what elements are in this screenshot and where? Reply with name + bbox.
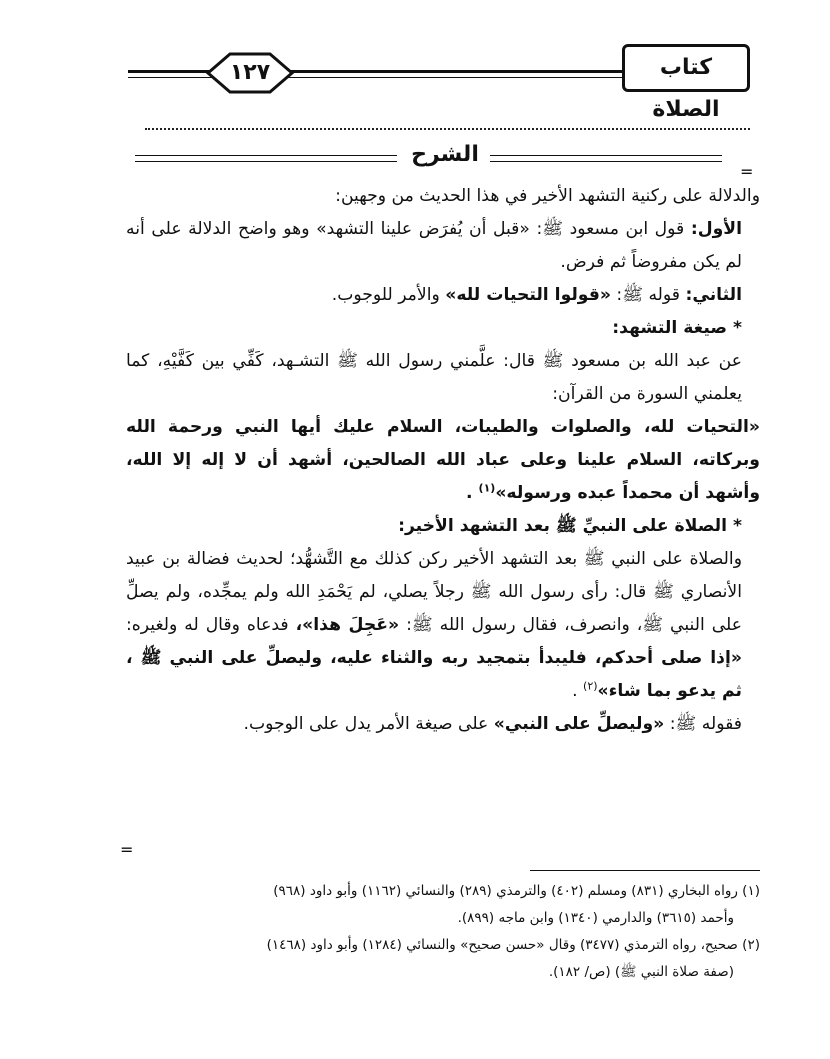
final-paragraph xyxy=(126,708,760,741)
tashahhud-quote: «التحيات لله، والصلوات والطيبات، السلام عليك أيها النبي ورحمة الله وبركاته، السلام علينا وعلى عباد الله الصالحين، أشهد أن لا إله إلا الله، وأشهد أن محمداً عبده ورسوله» xyxy=(126,417,760,503)
book-title: كتاب الصلاة xyxy=(622,44,750,92)
second-point xyxy=(126,279,760,312)
second-post: والأمر للوجوب. xyxy=(331,285,440,305)
dotted-separator xyxy=(145,128,750,130)
footnote-1-line-1: (١) رواه البخاري (٨٣١) ومسلم (٤٠٢) والترمذي (٢٨٩) والنسائي (١١٦٢) وأبو داود (٩٦٨) xyxy=(273,883,760,899)
final-post: على صيغة الأمر يدل على الوجوب. xyxy=(243,714,489,734)
salah-quote-1: «عَجِلَ هذا»، xyxy=(295,615,400,635)
footnote-ref-1: (١) xyxy=(478,481,496,495)
heading-salah: * الصلاة على النبيِّ ﷺ بعد التشهد الأخير: xyxy=(398,516,742,536)
first-point xyxy=(126,213,760,279)
final-pre: فقوله ﷺ: xyxy=(669,714,742,734)
second-pre: قوله ﷺ: xyxy=(616,285,680,305)
commentary-body xyxy=(126,180,760,741)
footnotes xyxy=(126,878,760,986)
header-rule-right xyxy=(282,70,622,73)
second-quote: «قولوا التحيات لله» xyxy=(445,285,611,305)
salah-text-2: فدعاه وقال له ولغيره: xyxy=(126,615,289,635)
footnote-ref-2: (٢) xyxy=(583,679,598,693)
intro-paragraph: والدلالة على ركنية التشهد الأخير في هذا الحديث من وجهين: xyxy=(335,186,760,206)
heading-tashahhud: * صيغة التشهد: xyxy=(612,318,742,338)
footnote-2-line-1: (٢) صحيح، رواه الترمذي (٣٤٧٧) وقال «حسن صحيح» والنسائي (١٢٨٤) وأبو داود (١٤٦٨) xyxy=(266,937,760,953)
page-number-badge xyxy=(200,50,300,96)
section-heading: الشرح xyxy=(411,142,479,167)
salah-quote-2: «إذا صلى أحدكم، فليبدأ بتمجيد ربه والثناء عليه، وليصلِّ على النبي ﷺ ، ثم يدعو بما شاء» xyxy=(126,648,742,701)
final-quote: «وليصلِّ على النبي» xyxy=(493,714,665,734)
margin-mark-bottom: = xyxy=(120,840,134,859)
first-label: الأول: xyxy=(690,219,742,239)
page-number: ١٢٧ xyxy=(229,60,271,85)
heading-rule-right xyxy=(490,155,722,162)
salah-text-1: والصلاة على النبي ﷺ بعد التشهد الأخير ركن كذلك مع التَّشهُّد؛ لحديث فضالة بن عبيد الأنصاري ﷺ قال: رأى رسول الله ﷺ رجلاً يصلي، لم يَحْمَدِ الله ولم يمجِّده، ولم يصلِّ على النبي ﷺ، وانصرف، فقال رسول الله ﷺ: xyxy=(126,549,742,635)
header-rule-right-thin xyxy=(282,77,622,78)
margin-mark-top: = xyxy=(740,162,754,181)
footnote-2-line-2: (صفة صلاة النبي ﷺ) (ص/ ١٨٢). xyxy=(548,964,734,980)
second-label: الثاني: xyxy=(685,285,742,305)
tashahhud-intro: عن عبد الله بن مسعود ﷺ قال: علَّمني رسول الله ﷺ التشـهد، كَفِّي بين كَفَّيْهِ، كما يعلمني السورة من القرآن: xyxy=(126,351,742,404)
tashahhud-text: «التحيات لله، والصلوات والطيبات، السلام عليك أيها النبي ورحمة الله وبركاته، السلام علينا وعلى عباد الله الصالحين، أشهد أن لا إله إلا الله، وأشهد أن محمداً عبده ورسوله»$^{(١)}$ . xyxy=(126,417,760,503)
heading-rule-left xyxy=(135,155,397,162)
salah-paragraph: والصلاة على النبي ﷺ بعد التشهد الأخير ركن كذلك مع التَّشهُّد؛ لحديث فضالة بن عبيد الأنصاري ﷺ قال: رأى رسول الله ﷺ رجلاً يصلي، لم يَحْمَدِ الله ولم يمجِّده، ولم يصلِّ على النبي ﷺ، وانصرف، فقال رسول الله ﷺ: «عَجِلَ هذا»، فدعاه وقال له ولغيره: «إذا صلى أحدكم، فليبدأ بتمجيد ربه والثناء عليه، وليصلِّ على النبي ﷺ ، ثم يدعو بما شاء»$^{(٢)}$ . xyxy=(126,549,742,701)
first-text: قول ابن مسعود ﷺ: «قبل أن يُفرَض علينا التشهد» وهو واضح الدلالة على أنه لم يكن مفروضاً ثم فرض. xyxy=(126,219,742,272)
footnote-1-line-2: وأحمد (٣٦١٥) والدارمي (١٣٤٠) وابن ماجه (٨٩٩). xyxy=(457,910,734,926)
footnote-rule xyxy=(530,870,760,871)
